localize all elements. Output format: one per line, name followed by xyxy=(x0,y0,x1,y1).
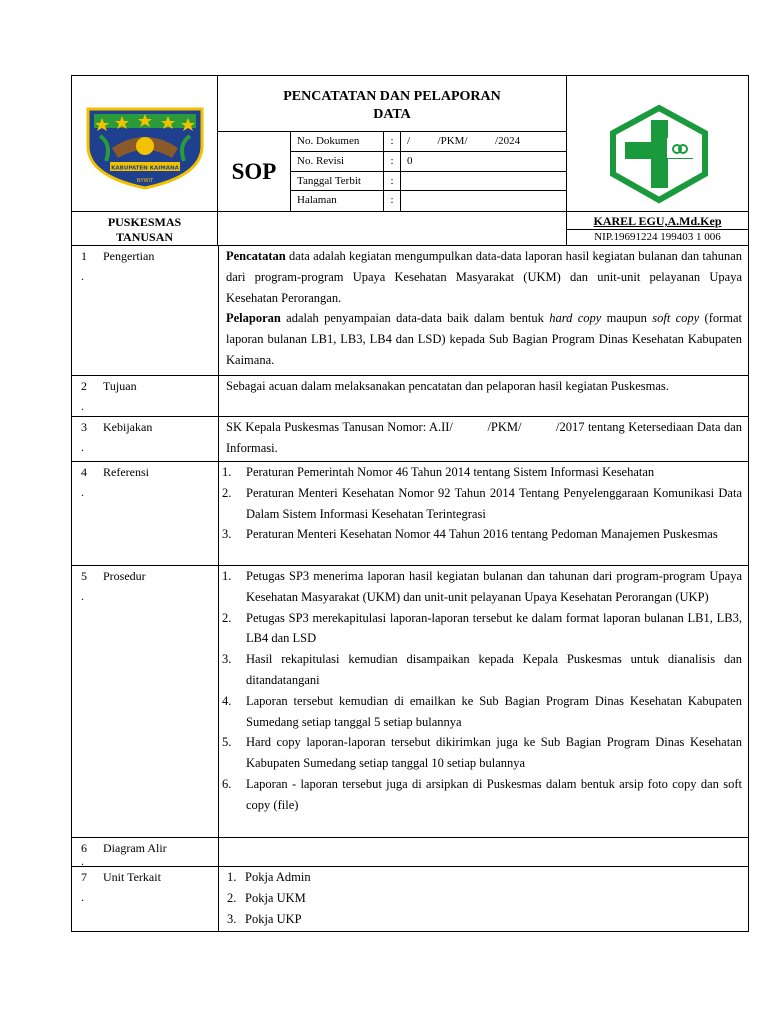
section-diagram-alir: 6 . Diagram Alir xyxy=(72,837,748,866)
section-tujuan: 2 . Tujuan Sebagai acuan dalam melaksanakan pencatatan dan pelaporan hasil kegiatan Puskesmas. xyxy=(72,375,748,416)
sop-header xyxy=(71,75,749,246)
list-item: 2. Petugas SP3 merekapitulasi laporan-laporan tersebut ke dalam format laporan bulanan LB1, LB3, LB4 dan LSD xyxy=(222,610,742,646)
svg-text:KABUPATEN KAIMANA: KABUPATEN KAIMANA xyxy=(111,165,179,172)
section-label: Diagram Alir xyxy=(97,838,219,866)
puskesmas-logo-icon xyxy=(567,76,751,211)
list-item: 5. Hard copy laporan-laporan tersebut dikirimkan juga ke Sub Bagian Program Dinas Kesehatan Kabupaten Sumedang setiap tanggal 10 setiap bulannya xyxy=(222,735,742,771)
section-label: Tujuan xyxy=(97,376,219,416)
list-item: 1. Petugas SP3 menerima laporan hasil kegiatan bulanan dan tahunan dari program-program Upaya Kesehatan Masyarakat (UKM) dan unit-unit pelayanan Upaya Kesehatan Perorangan (UKP) xyxy=(222,569,742,604)
section-pengertian: 1 . Pengertian Pencatatan data adalah kegiatan mengumpulkan data-data laporan hasil kegiatan bulanan dan tahunan dari program-program Upaya Kesehatan Masyarakat (UKM) dan unit-unit pelayanan Upaya Kesehatan Perorangan. Pelaporan adalah penyampaian data-data baik dalam bentuk hard copy maupun soft copy (format laporan bulanan LB1, LB3, LB4 dan LSD) kepada Sub Bagian Program Dinas Kesehatan Kabupaten Kaimana. xyxy=(72,246,748,375)
kaimana-regency-emblem-icon xyxy=(72,76,218,211)
section-kebijakan: 3 . Kebijakan SK Kepala Puskesmas Tanusan Nomor: A.II/ /PKM/ /2017 tentang Ketersediaan Data dan Informasi. xyxy=(72,416,748,461)
section-unit-terkait: 7 . Unit Terkait 1. Pokja Admin 2. Pokja UKM 3. Pokja UKP xyxy=(72,866,748,931)
list-item: 2. Pokja UKM xyxy=(227,890,306,905)
meta-row-page: Halaman : xyxy=(291,191,566,211)
section-content xyxy=(219,838,748,866)
section-label: Referensi xyxy=(97,462,219,565)
sop-body-table xyxy=(71,246,749,932)
section-content xyxy=(219,867,748,931)
list-item: 3. Peraturan Menteri Kesehatan Nomor 44 Tahun 2016 tentang Pedoman Manajemen Puskesmas xyxy=(222,527,718,542)
list-item: 4. Laporan tersebut kemudian di emailkan ke Sub Bagian Program Dinas Kesehatan Kabupaten Sumedang setiap tanggal 5 setiap bulannya xyxy=(222,693,742,729)
list-item: 1. Pokja Admin xyxy=(227,870,311,884)
meta-row-revision: No. Revisi : 0 xyxy=(291,152,566,172)
section-label: Pengertian xyxy=(97,246,219,375)
section-prosedur: 5 . Prosedur 1. Petugas SP3 menerima laporan hasil kegiatan bulanan dan tahunan dari program-program Upaya Kesehatan Masyarakat (UKM) dan unit-unit pelayanan Upaya Kesehatan Perorangan (UKP) 2. Petugas SP3 merekapitulasi laporan-laporan tersebut ke dalam format laporan bulanan LB1, LB3, LB4 dan LSD 3. Hasil rekapitulasi kemudian disampaikan kepada Kepala Puskesmas untuk dianalisis dan ditandatangani 4. Laporan tersebut kemudian di emailkan ke Sub Bagian Program Dinas Kesehatan Kabupaten Sumedang setiap tanggal 5 setiap bulannya 5. Hard copy laporan-laporan tersebut dikirimkan juga ke Sub Bagian Program Dinas Kesehatan Kabupaten Sumedang setiap tanggal 10 setiap bulannya 6. Laporan - laporan tersebut juga di arsipkan di Puskesmas dalam bentuk arsip foto copy dan soft copy (file) xyxy=(72,565,748,837)
regency-logo-cell xyxy=(72,76,218,211)
document-meta xyxy=(291,132,566,211)
list-item: 6. Laporan - laporan tersebut juga di arsipkan di Puskesmas dalam bentuk arsip foto copy dan soft copy (file) xyxy=(222,776,742,812)
empty-cell xyxy=(218,212,566,246)
section-referensi: 4 . Referensi 1. Peraturan Pemerintah Nomor 46 Tahun 2014 tentang Sistem Informasi Kesehatan 2. Peraturan Menteri Kesehatan Nomor 92 Tahun 2014 Tentang Penyelenggaraan Komunikasi Data Dalam Sistem Informasi Kesehatan Terintegrasi 3. Peraturan Menteri Kesehatan Nomor 44 Tahun 2016 tentang Pedoman Manajemen Puskesmas xyxy=(72,461,748,565)
meta-row-issue-date: Tanggal Terbit : xyxy=(291,172,566,192)
list-item: 1. Peraturan Pemerintah Nomor 46 Tahun 2014 tentang Sistem Informasi Kesehatan xyxy=(222,465,655,479)
unit-name: PUSKESMAS TANUSAN xyxy=(72,212,218,246)
section-content: Sebagai acuan dalam melaksanakan pencatatan dan pelaporan hasil kegiatan Puskesmas. xyxy=(226,379,669,393)
section-label: Unit Terkait xyxy=(97,867,219,931)
section-label: Kebijakan xyxy=(97,417,219,461)
section-content: Pencatatan data adalah kegiatan mengumpulkan data-data laporan hasil kegiatan bulanan dan tahunan dari program-program Upaya Kesehatan Masyarakat (UKM) dan unit-unit pelayanan Upaya Kesehatan Perorangan. Pelaporan adalah penyampaian data-data baik dalam bentuk hard copy maupun soft copy (format laporan bulanan LB1, LB3, LB4 dan LSD) kepada Sub Bagian Program Dinas Kesehatan Kabupaten Kaimana. xyxy=(226,249,743,367)
list-item: 3. Hasil rekapitulasi kemudian disampaikan kepada Kepala Puskesmas untuk dianalisis dan ditandatangani xyxy=(222,652,742,687)
sop-label: SOP xyxy=(218,132,291,211)
signatory-nip: NIP.19691224 199403 1 006 xyxy=(594,231,721,243)
section-content: SK Kepala Puskesmas Tanusan Nomor: A.II/ /PKM/ /2017 tentang Ketersediaan Data dan Informasi. xyxy=(226,420,746,455)
signatory-box xyxy=(566,212,748,246)
list-item: 3. Pokja UKP xyxy=(227,911,302,926)
list-item: 2. Peraturan Menteri Kesehatan Nomor 92 Tahun 2014 Tentang Penyelenggaraan Komunikasi Data Dalam Sistem Informasi Kesehatan Terintegrasi xyxy=(222,485,742,521)
header-subrow xyxy=(72,211,748,245)
puskesmas-logo-cell xyxy=(566,76,750,211)
document-title: PENCATATAN DAN PELAPORAN DATA xyxy=(218,76,566,132)
signatory-name: KAREL EGU,A.Md.Kep xyxy=(567,212,748,230)
meta-row-doc-number: No. Dokumen : / /PKM/ /2024 xyxy=(291,132,566,152)
section-content xyxy=(219,462,748,565)
section-content xyxy=(219,566,748,837)
svg-text:NYWIT: NYWIT xyxy=(136,178,154,184)
section-label: Prosedur xyxy=(97,566,219,837)
